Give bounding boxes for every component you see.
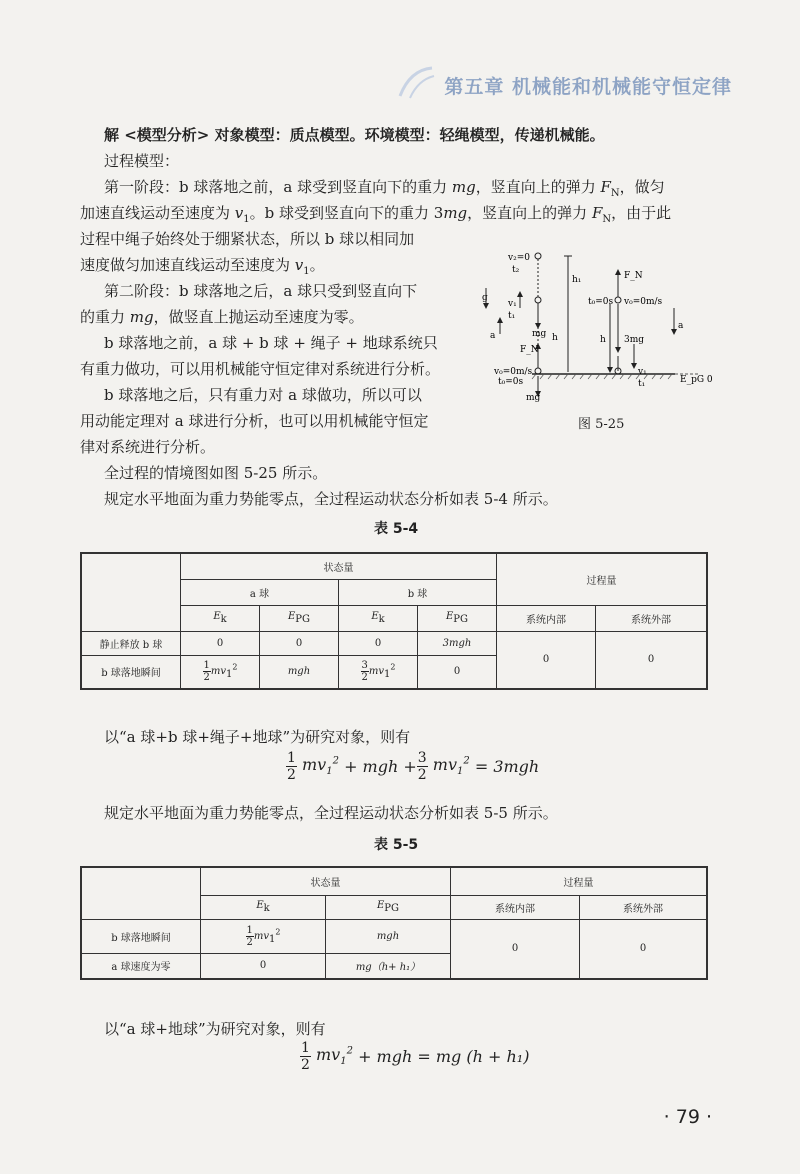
table-row: a 球速度为零 0 mg（h+ h₁） xyxy=(81,953,707,979)
page-number: · 79 · xyxy=(663,1106,712,1128)
label-g: g xyxy=(482,293,488,303)
chapter-header xyxy=(444,72,732,99)
t55-ek: $E_k$ xyxy=(201,895,326,919)
table55-caption: 表 5-5 xyxy=(374,837,419,853)
t55-state-header: 状态量 xyxy=(201,867,451,895)
after-landing-line3: 律对系统进行分析。 xyxy=(80,438,216,456)
label-v1b: v₁ xyxy=(638,367,647,377)
table-5-4 xyxy=(80,552,708,690)
label-a1: a xyxy=(490,331,496,341)
table54-caption: 表 5-4 xyxy=(374,521,419,537)
stage2-line1: 第二阶段：b 球落地之后，a 球只受到竖直向下 xyxy=(104,282,418,300)
label-a2: a xyxy=(678,321,684,331)
figure-5-25 xyxy=(480,248,730,408)
t54-outside: 系统外部 xyxy=(596,605,708,631)
table-row: b 球落地瞬间 $\frac{1}{2}$ $mv_1^2$ mgh 0 0 xyxy=(81,919,707,953)
t54-ek-a: $E_k$ xyxy=(181,605,260,631)
stage1-line3: 过程中绳子始终处于绷紧状态，所以 b 球以相同加 xyxy=(80,230,415,248)
table-row: 静止释放 b 球 0 0 0 3mgh 0 0 xyxy=(81,631,707,655)
t54-ek-b: $E_k$ xyxy=(339,605,418,631)
figure-reference: 全过程的情境图如图 5-25 所示。 xyxy=(104,464,328,482)
t55-process-header: 过程量 xyxy=(451,867,708,895)
label-h-left: h xyxy=(552,333,558,343)
stage2-line2: 的重力 mg，做竖直上抛运动至速度为零。 xyxy=(80,308,364,326)
label-h1: h₁ xyxy=(572,275,582,285)
table-row: b 球落地瞬间 $\frac{1}{2}$ $mv_1^2$ mgh $\frac{3}{2}$ $mv_1^2$ 0 xyxy=(81,655,707,689)
stage1-line2: 加速直线运动至速度为 $v_1$。b 球受到竖直向下的重力 3mg，竖直向上的弹力 $F_N$，由于此 xyxy=(80,204,672,225)
label-mg1: mg xyxy=(532,329,547,339)
t54-ep-b: $E_{PG}$ xyxy=(418,605,497,631)
chapter-title: 第五章 机械能和机械能守恒定律 xyxy=(444,76,732,98)
equation1-intro: 以“a 球+b 球+绳子+地球”为研究对象，则有 xyxy=(104,728,411,746)
label-mg2: mg xyxy=(526,393,541,403)
label-v2: v₂=0 xyxy=(508,253,530,263)
equation-2: $\frac{1}{2}$ $mv_1^2$ + mgh = mg (h + h₁) xyxy=(301,1040,530,1073)
label-FN1: F_N xyxy=(520,345,539,355)
label-t1b: t₁ xyxy=(638,379,646,389)
label-v0b: v₀=0m/s xyxy=(624,297,663,307)
label-h-right: h xyxy=(600,335,606,345)
table55-intro: 规定水平地面为重力势能零点，全过程运动状态分析如表 5-5 所示。 xyxy=(104,804,558,822)
label-FN2: F_N xyxy=(624,271,643,281)
table54-intro: 规定水平地面为重力势能零点，全过程运动状态分析如表 5-4 所示。 xyxy=(104,490,558,508)
after-landing-line2: 用动能定理对 a 球进行分析，也可以用机械能守恒定 xyxy=(80,412,429,430)
label-t0: t₀=0s xyxy=(498,377,524,387)
label-3mg: 3mg xyxy=(624,335,645,345)
after-landing-line1: b 球落地之后，只有重力对 a 球做功，所以可以 xyxy=(104,386,422,404)
label-t0b: t₀=0s xyxy=(588,297,614,307)
label-v1a: v₁ xyxy=(508,299,517,309)
figure-caption: 图 5-25 xyxy=(578,417,625,432)
label-t2: t₂ xyxy=(512,265,520,275)
solution-intro: 解 <模型分析> 对象模型：质点模型。环境模型：轻绳模型，传递机械能。 xyxy=(104,126,605,144)
before-landing-line1: b 球落地之前，a 球 + b 球 + 绳子 + 地球系统只 xyxy=(104,334,438,352)
t54-process-header: 过程量 xyxy=(497,553,708,605)
table-5-5 xyxy=(80,866,708,980)
t54-b-ball: b 球 xyxy=(339,579,497,605)
stage1-line1: 第一阶段：b 球落地之前，a 球受到竖直向下的重力 mg，竖直向上的弹力 $F_N$，做匀 xyxy=(104,178,665,199)
stage1-line4: 速度做匀加速直线运动至速度为 $v_1$。 xyxy=(80,256,325,277)
t54-a-ball: a 球 xyxy=(181,579,339,605)
header-decoration-icon xyxy=(396,66,436,100)
label-v0: v₀=0m/s xyxy=(494,367,533,377)
before-landing-line2: 有重力做功，可以用机械能守恒定律对系统进行分析。 xyxy=(80,360,441,378)
equation2-intro: 以“a 球+地球”为研究对象，则有 xyxy=(104,1020,326,1038)
equation-1: $\frac{1}{2}$ $mv_1^2$ + mgh + $\frac{3}{2}$ $mv_1^2$ = 3mgh xyxy=(287,750,540,783)
t54-state-header: 状态量 xyxy=(181,553,497,579)
t55-outside: 系统外部 xyxy=(580,895,708,919)
t54-inside: 系统内部 xyxy=(497,605,596,631)
t55-ep: $E_{PG}$ xyxy=(326,895,451,919)
label-t1a: t₁ xyxy=(508,311,516,321)
process-model-label: 过程模型： xyxy=(104,152,180,170)
t54-ep-a: $E_{PG}$ xyxy=(260,605,339,631)
label-Ep: E_pG 0 xyxy=(680,375,713,385)
t55-inside: 系统内部 xyxy=(451,895,580,919)
